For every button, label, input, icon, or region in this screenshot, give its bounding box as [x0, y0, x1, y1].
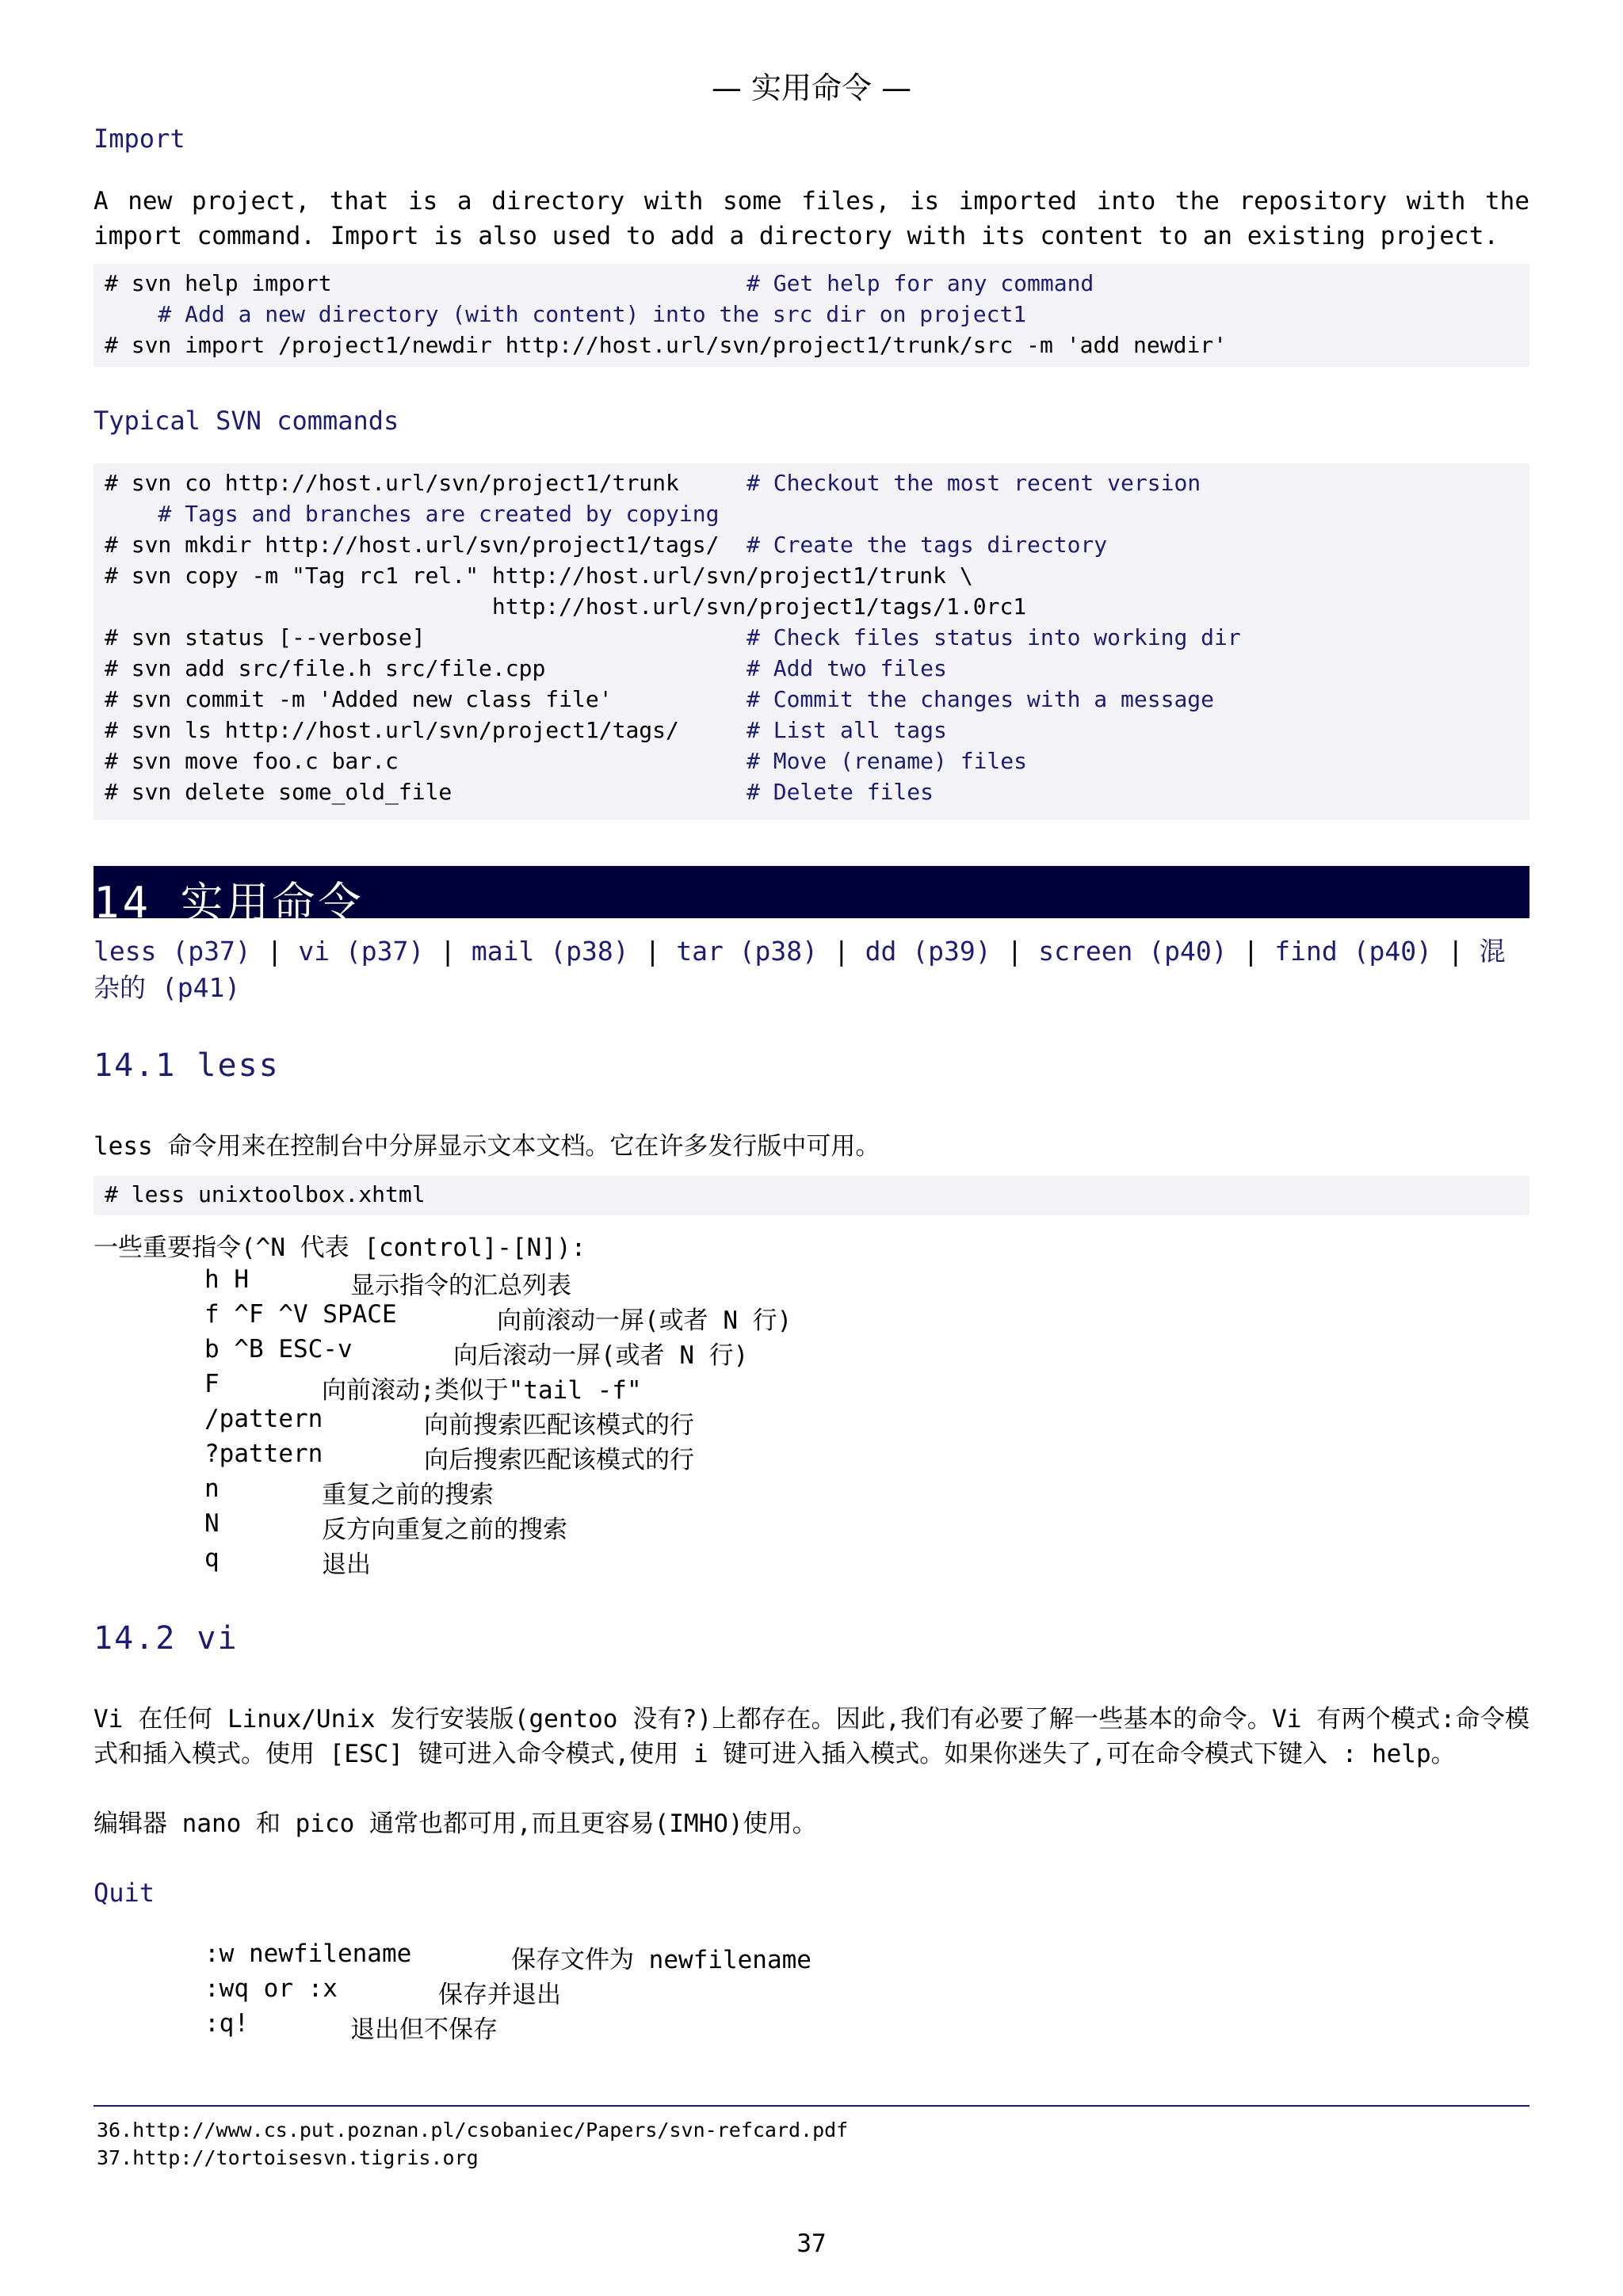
quit-key: :wq or :x: [204, 1974, 338, 2003]
code-line: # less unixtoolbox.xhtml: [105, 1181, 426, 1207]
toc-separator: |: [1006, 936, 1023, 967]
footnote-rule: [94, 2105, 1529, 2107]
running-head: — 实用命令 —: [711, 71, 912, 105]
quit-title: Quit: [94, 1878, 155, 1908]
section-toc: [94, 933, 1529, 1006]
code-line: # svn commit -m 'Added new class file': [105, 686, 613, 712]
code-comment: # List all tags: [747, 717, 947, 743]
code-comment: # Get help for any command: [747, 270, 1094, 296]
code-line: # svn co http://host.url/svn/project1/trunk: [105, 470, 679, 496]
less-key: /pattern: [204, 1405, 323, 1433]
code-line: http://host.url/svn/project1/tags/1.0rc1: [105, 593, 1027, 620]
toc-link-screen[interactable]: screen (p40): [1038, 936, 1228, 967]
less-key: h H: [204, 1265, 249, 1294]
less-desc: 向前滚动一屏(或者 N 行): [497, 1306, 792, 1335]
toc-link-tar[interactable]: tar (p38): [676, 936, 819, 967]
section-heading-bar: [94, 866, 1529, 928]
code-comment: # Add two files: [747, 655, 947, 681]
less-desc: 显示指令的汇总列表: [350, 1272, 571, 1300]
toc-link-less[interactable]: less (p37): [94, 936, 251, 967]
code-line: # svn mkdir http://host.url/svn/project1/tags/: [105, 532, 720, 558]
quit-key: :w newfilename: [204, 1939, 412, 1968]
code-line: # svn import /project1/newdir http://host.url/svn/project1/trunk/src -m 'add newdir': [105, 332, 1228, 358]
less-key: f ^F ^V SPACE: [204, 1300, 397, 1329]
code-comment: # Commit the changes with a message: [747, 686, 1215, 712]
code-line: # svn ls http://host.url/svn/project1/tags/: [105, 717, 679, 743]
toc-separator: |: [1447, 936, 1464, 967]
less-desc: 向后滚动一屏(或者 N 行): [453, 1341, 749, 1370]
code-line: # svn delete some_old_file: [105, 779, 453, 805]
code-line: # svn add src/file.h src/file.cpp: [105, 655, 546, 681]
quit-desc: 保存并退出: [438, 1981, 561, 2009]
toc-link-mail[interactable]: mail (p38): [471, 936, 629, 967]
less-key: n: [204, 1474, 220, 1503]
less-desc: 向前滚动;类似于"tail -f": [322, 1376, 642, 1405]
code-comment: # Create the tags directory: [747, 532, 1108, 558]
import-paragraph: A new project, that is a directory with some files, is imported into the repository with the import command. Import is also used to add a directory with its content to an existing project.: [94, 187, 1529, 250]
section-title: 14 实用命令: [94, 878, 365, 928]
toc-link-vi[interactable]: vi (p37): [298, 936, 425, 967]
less-key: F: [204, 1370, 220, 1398]
less-desc: 向后搜索匹配该模式的行: [424, 1446, 694, 1474]
import-code-block: [94, 264, 1529, 367]
vi-paragraph: Vi 在任何 Linux/Unix 发行安装版(gentoo 没有?)上都存在。因此,我们有必要了解一些基本的命令。Vi 有两个模式:命令模式和插入模式。使用 [ESC] 键可进入命令模式,使用 i 键可进入插入模式。如果你迷失了,可在命令模式下键入 : help。: [94, 1705, 1529, 1768]
less-key: b ^B ESC-v: [204, 1335, 353, 1363]
less-key: q: [204, 1544, 220, 1573]
vi-heading: 14.2 vi: [94, 1620, 239, 1657]
less-key: N: [204, 1509, 220, 1538]
code-line: # svn move foo.c bar.c: [105, 748, 399, 774]
code-comment: # Check files status into working dir: [747, 624, 1241, 650]
code-comment: # Delete files: [747, 779, 934, 805]
code-line: # svn help import: [105, 270, 332, 296]
less-heading: 14.1 less: [94, 1047, 280, 1084]
toc-separator: |: [1243, 936, 1259, 967]
footnote-36[interactable]: 36.http://www.cs.put.poznan.pl/csobaniec/Papers/svn-refcard.pdf: [97, 2119, 849, 2142]
less-intro: 一些重要指令(^N 代表 [control]-[N]):: [94, 1234, 586, 1262]
toc-link-find[interactable]: find (p40): [1274, 936, 1432, 967]
less-desc: 向前搜索匹配该模式的行: [424, 1411, 694, 1440]
less-desc: 退出: [322, 1550, 371, 1579]
page-number: 37: [796, 2229, 827, 2258]
quit-desc: 保存文件为 newfilename: [511, 1946, 812, 1974]
less-code-block: [94, 1176, 1529, 1215]
code-comment: # Checkout the most recent version: [747, 470, 1201, 496]
quit-desc: 退出但不保存: [350, 2016, 498, 2044]
toc-link-dd[interactable]: dd (p39): [865, 936, 991, 967]
code-line: # svn status [--verbose]: [105, 624, 426, 650]
less-paragraph: less 命令用来在控制台中分屏显示文本文档。它在许多发行版中可用。: [94, 1132, 880, 1161]
less-desc: 重复之前的搜索: [322, 1481, 494, 1509]
code-line: # Tags and branches are created by copying: [105, 501, 720, 527]
footnote-37[interactable]: 37.http://tortoisesvn.tigris.org: [97, 2146, 479, 2169]
toc-link-misc[interactable]: 混杂的 (p41): [94, 936, 1506, 1003]
less-desc: 反方向重复之前的搜索: [322, 1516, 567, 1544]
quit-key: :q!: [204, 2009, 249, 2038]
toc-separator: |: [266, 936, 283, 967]
vi-paragraph-editors: 编辑器 nano 和 pico 通常也都可用,而且更容易(IMHO)使用。: [94, 1810, 817, 1838]
toc-separator: |: [644, 936, 661, 967]
typical-title: Typical SVN commands: [94, 406, 399, 436]
import-title: Import: [94, 124, 185, 154]
code-line: # svn copy -m "Tag rc1 rel." http://host.url/svn/project1/trunk \: [105, 563, 973, 589]
less-key: ?pattern: [204, 1440, 323, 1468]
code-line: # Add a new directory (with content) into the src dir on project1: [105, 301, 1027, 327]
code-comment: # Move (rename) files: [747, 748, 1028, 774]
toc-separator: |: [440, 936, 456, 967]
toc-separator: |: [833, 936, 850, 967]
typical-code-block: [94, 463, 1529, 820]
